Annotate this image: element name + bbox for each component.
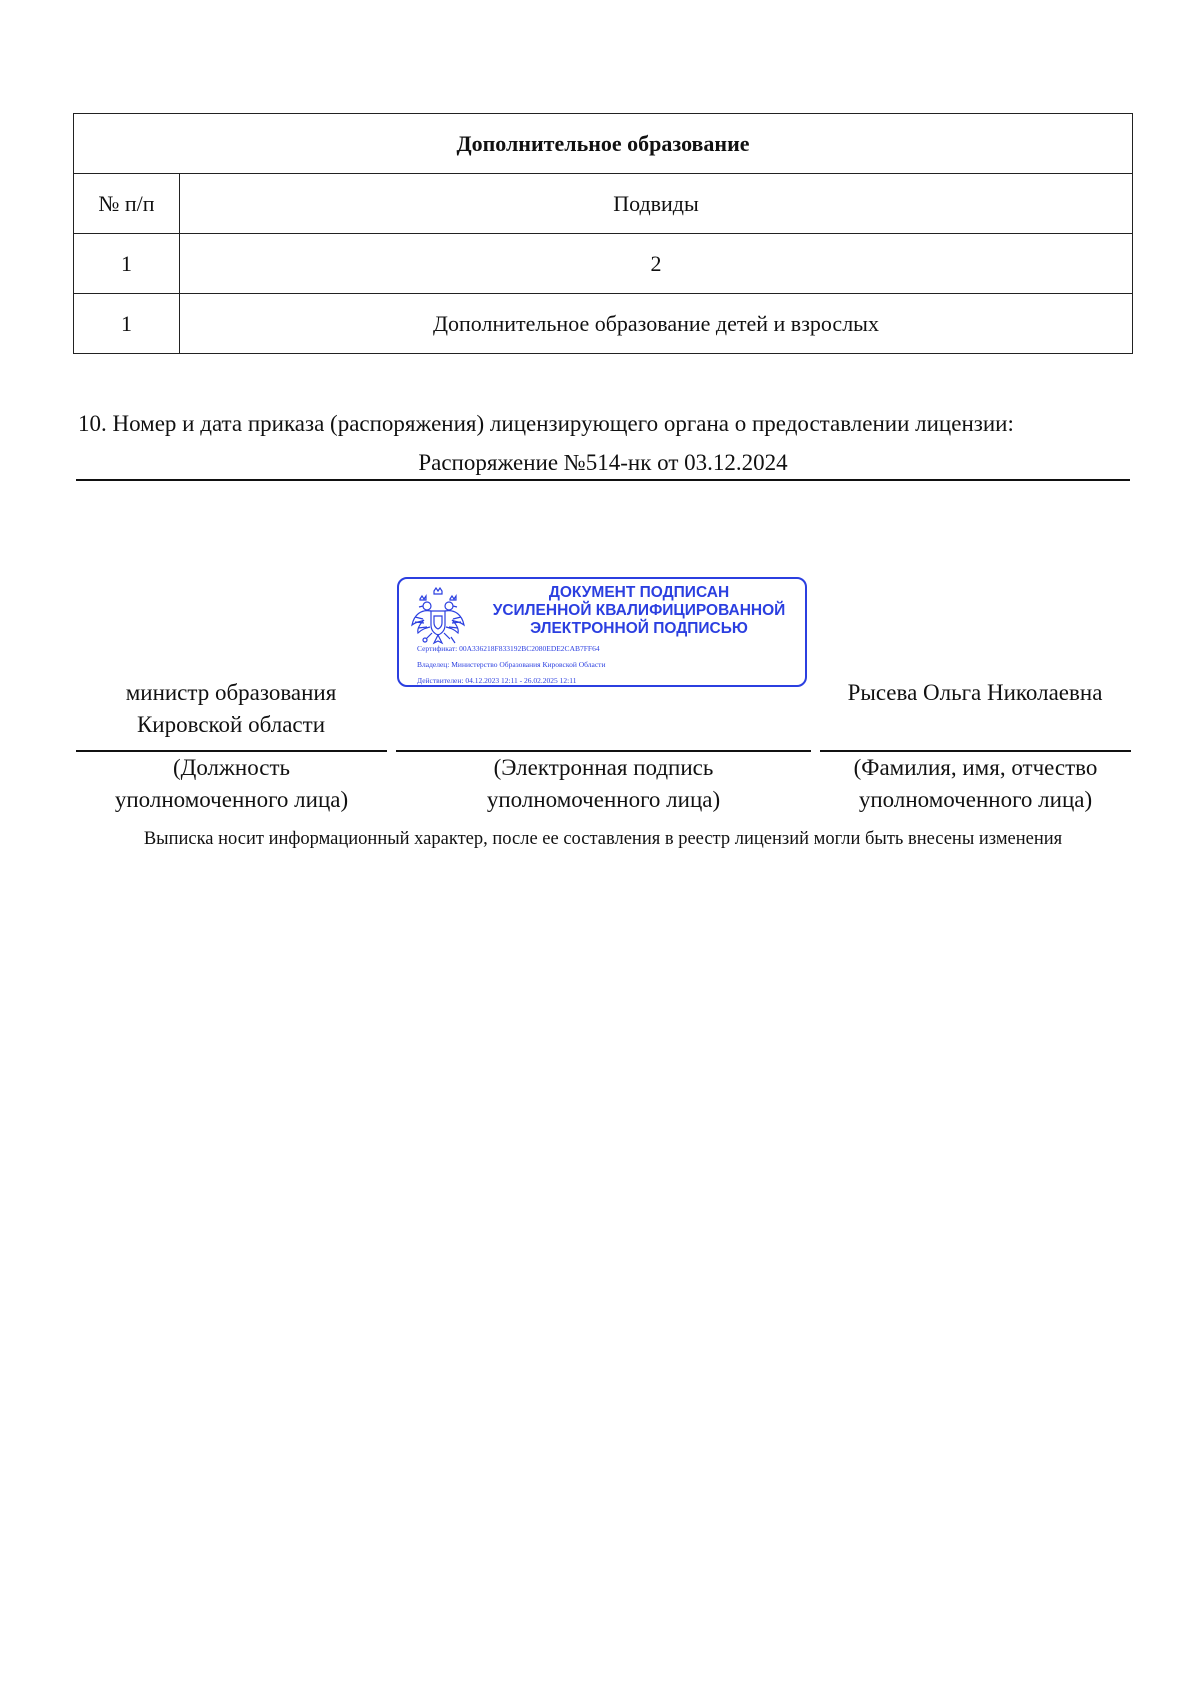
caption-name-line-1: (Фамилия, имя, отчество <box>853 755 1098 780</box>
table-title: Дополнительное образование <box>74 114 1133 174</box>
column-header-subtypes: Подвиды <box>180 174 1133 234</box>
electronic-signature-stamp <box>397 577 807 687</box>
table-title-row <box>74 114 1133 174</box>
caption-position <box>76 752 387 816</box>
numbering-cell-2: 2 <box>180 234 1133 294</box>
stamp-heading-line-3: ЭЛЕКТРОННОЙ ПОДПИСЬЮ <box>530 620 748 637</box>
signer-position-line-2: Кировской области <box>136 712 326 737</box>
table-numbering-row <box>74 234 1133 294</box>
caption-position-line-2: уполномоченного лица) <box>114 787 349 812</box>
stamp-owner: Владелец: Министерство Образования Кировской Области <box>417 660 606 669</box>
caption-signature-line-1: (Электронная подпись <box>493 755 714 780</box>
order-number-and-date: Распоряжение №514-нк от 03.12.2024 <box>76 450 1130 481</box>
stamp-validity: Действителен: 04.12.2023 12:11 - 26.02.2025 12:11 <box>417 676 577 685</box>
section-10-label: 10. Номер и дата приказа (распоряжения) лицензирующего органа о предоставлении лицензии: <box>78 411 1014 436</box>
disclaimer-footnote: Выписка носит информационный характер, после ее составления в реестр лицензий могли быть внесены изменения <box>143 829 1063 849</box>
caption-position-line-1: (Должность <box>172 755 291 780</box>
signer-position <box>76 677 386 741</box>
caption-name-line-2: уполномоченного лица) <box>858 787 1093 812</box>
row-number: 1 <box>74 294 180 354</box>
table-row <box>74 294 1133 354</box>
caption-signature <box>396 752 811 816</box>
stamp-heading-line-1: ДОКУМЕНТ ПОДПИСАН <box>548 584 730 601</box>
stamp-heading <box>479 584 799 638</box>
double-headed-eagle-emblem-icon <box>409 587 467 649</box>
stamp-certificate: Сертификат: 00A336218F833192BC2080EDE2CAB7FF64 <box>417 644 600 653</box>
signer-full-name: Рысева Ольга Николаевна <box>847 680 1103 705</box>
column-header-num: № п/п <box>74 174 180 234</box>
signer-position-line-1: министр образования <box>125 680 337 705</box>
education-table <box>73 113 1133 354</box>
caption-signature-line-2: уполномоченного лица) <box>486 787 721 812</box>
stamp-heading-line-2: УСИЛЕННОЙ КВАЛИФИЦИРОВАННОЙ <box>492 602 786 619</box>
caption-name <box>820 752 1131 816</box>
table-header-row <box>74 174 1133 234</box>
numbering-cell-1: 1 <box>74 234 180 294</box>
row-subtype: Дополнительное образование детей и взрослых <box>180 294 1133 354</box>
